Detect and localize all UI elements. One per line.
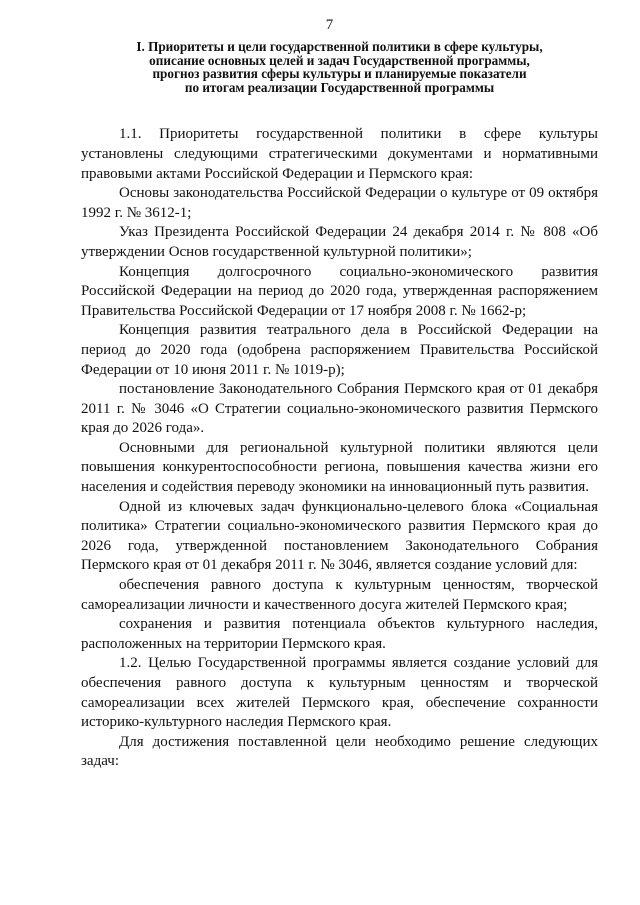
paragraph-development-concept: Концепция долгосрочного социально-экономического развития Российской Федерации на период до 2020 года, утвержденная распоряжением Правительства Российской Федерации от 17 ноября 2008 г. № 1662-р; bbox=[81, 263, 598, 319]
paragraph-theatre-concept: Концепция развития театрального дела в Российской Федерации на период до 2020 года (одобрена распоряжением Правительства Российской Федерации от 10 июня 2011 г. № 1019-р); bbox=[81, 322, 598, 378]
page-number: 7 bbox=[325, 17, 334, 33]
paragraph-regional-goals: Основными для региональной культурной политики являются цели повышения конкурентоспособности региона, повышения качества жизни его населения и содействия переводу экономики на инновационный путь развития. bbox=[81, 439, 598, 496]
paragraph-priorities-intro: 1.1. Приоритеты государственной политики в сфере культуры установлены следующими стратегическими документами и нормативными правовыми актами Российской Федерации и Пермского края: bbox=[81, 126, 598, 182]
section-title-line: по итогам реализации Государственной программы bbox=[184, 79, 495, 95]
section-title-line: I. Приоритеты и цели государственной политики в сфере культуры, bbox=[136, 39, 543, 54]
paragraph-program-goal: 1.2. Целью Государственной программы является создание условий для обеспечения равного доступа к культурным ценностям и творческой самореализации всех жителей Пермского края, обеспечение сохранности историко-культурного наследия Пермского края. bbox=[81, 655, 598, 731]
paragraph-key-tasks: Одной из ключевых задач функционально-целевого блока «Социальная политика» Стратегии социально-экономического развития Пермского края до 2026 года, утвержденной постановлением Законодательного Собрания Пермского края от 01 декабря 2011 г. № 3046, является создание условий для: bbox=[81, 498, 598, 574]
body-text bbox=[81, 125, 598, 772]
paragraph-presidential-decree: Указ Президента Российской Федерации 24 декабря 2014 г. № 808 «Об утверждении Основ государственной культурной политики»; bbox=[81, 224, 598, 260]
paragraph-tasks-lead: Для достижения поставленной цели необходимо решение следующих задач: bbox=[81, 733, 598, 770]
paragraph-assembly-resolution: постановление Законодательного Собрания Пермского края от 01 декабря 2011 г. № 3046 «О Стратегии социально-экономического развития Пермского края до 2026 года». bbox=[81, 381, 598, 437]
paragraph-heritage-preservation: сохранения и развития потенциала объектов культурного наследия, расположенных на территории Пермского края. bbox=[81, 616, 598, 652]
section-title bbox=[81, 40, 598, 94]
paragraph-culture-law: Основы законодательства Российской Федерации о культуре от 09 октября 1992 г. № 3612-1; bbox=[81, 185, 598, 221]
section-title-line: прогноз развития сферы культуры и планируемые показатели bbox=[152, 66, 527, 82]
section-title-line: описание основных целей и задач Государственной программы, bbox=[149, 52, 530, 68]
paragraph-equal-access: обеспечения равного доступа к культурным ценностям, творческой самореализации личности и качественного досуга жителей Пермского края; bbox=[81, 577, 598, 613]
